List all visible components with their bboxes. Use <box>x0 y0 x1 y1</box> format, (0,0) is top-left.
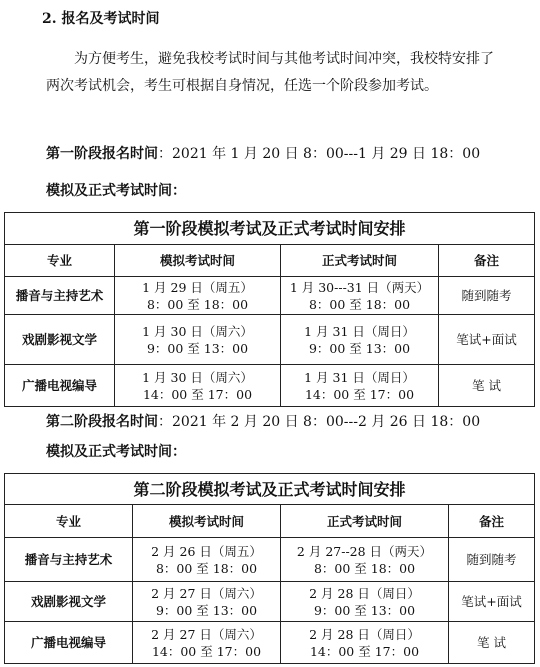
stage1-registration <box>46 144 480 164</box>
stage1-registration-label: 第一阶段报名时间 <box>46 146 158 162</box>
column-header: 专业 <box>5 245 115 277</box>
mock-time-cell: 2 月 27 日（周六） 9：00 至 13：00 <box>133 582 281 622</box>
formal-time-cell: 1 月 31 日（周日） 9：00 至 13：00 <box>281 315 439 365</box>
major-cell: 戏剧影视文学 <box>5 582 133 622</box>
table-title: 第二阶段模拟考试及正式考试时间安排 <box>5 474 535 505</box>
mock-time-cell: 1 月 29 日（周五） 8：00 至 18：00 <box>115 277 281 315</box>
table-row <box>5 315 535 365</box>
table-row <box>5 538 535 582</box>
stage1-schedule-table <box>4 212 535 407</box>
stage2-exam-label: 模拟及正式考试时间： <box>46 444 186 460</box>
table-row <box>5 582 535 622</box>
major-cell: 广播电视编导 <box>5 365 115 407</box>
column-header: 备注 <box>449 505 535 538</box>
note-cell: 笔试+面试 <box>449 582 535 622</box>
note-cell: 随到随考 <box>449 538 535 582</box>
formal-time-cell: 2 月 27--28 日（两天） 8：00 至 18：00 <box>281 538 449 582</box>
mock-time-cell: 1 月 30 日（周六） 14：00 至 17：00 <box>115 365 281 407</box>
column-header: 备注 <box>439 245 535 277</box>
major-cell: 戏剧影视文学 <box>5 315 115 365</box>
mock-time-cell: 2 月 26 日（周五） 8：00 至 18：00 <box>133 538 281 582</box>
column-header: 模拟考试时间 <box>133 505 281 538</box>
table-row <box>5 622 535 664</box>
formal-time-cell: 1 月 30---31 日（两天） 8：00 至 18：00 <box>281 277 439 315</box>
note-cell: 笔 试 <box>439 365 535 407</box>
table-title: 第一阶段模拟考试及正式考试时间安排 <box>5 213 535 245</box>
formal-time-cell: 1 月 31 日（周日） 14：00 至 17：00 <box>281 365 439 407</box>
stage1-registration-value: ：2021 年 1 月 20 日 8：00---1 月 29 日 18：00 <box>158 146 481 162</box>
column-header: 正式考试时间 <box>281 505 449 538</box>
section-heading: 2. 报名及考试时间 <box>42 11 160 27</box>
note-cell: 笔试+面试 <box>439 315 535 365</box>
table-row <box>5 277 535 315</box>
major-cell: 播音与主持艺术 <box>5 538 133 582</box>
note-cell: 笔 试 <box>449 622 535 664</box>
stage2-schedule-table <box>4 473 535 664</box>
stage2-registration-value: ：2021 年 2 月 20 日 8：00---2 月 26 日 18：00 <box>158 414 481 430</box>
formal-time-cell: 2 月 28 日（周日） 14：00 至 17：00 <box>281 622 449 664</box>
mock-time-cell: 1 月 30 日（周六） 9：00 至 13：00 <box>115 315 281 365</box>
major-cell: 播音与主持艺术 <box>5 277 115 315</box>
column-header: 正式考试时间 <box>281 245 439 277</box>
mock-time-cell: 2 月 27 日（周六） 14：00 至 17：00 <box>133 622 281 664</box>
column-header: 模拟考试时间 <box>115 245 281 277</box>
major-cell: 广播电视编导 <box>5 622 133 664</box>
stage2-registration <box>46 412 480 432</box>
column-header: 专业 <box>5 505 133 538</box>
stage2-registration-label: 第二阶段报名时间 <box>46 414 158 430</box>
stage1-exam-label: 模拟及正式考试时间： <box>46 183 186 199</box>
intro-paragraph: 为方便考生，避免我校考试时间与其他考试时间冲突，我校特安排了两次考试机会，考生可根据自身情况，任选一个阶段参加考试。 <box>46 51 494 94</box>
formal-time-cell: 2 月 28 日（周日） 9：00 至 13：00 <box>281 582 449 622</box>
table-row <box>5 365 535 407</box>
note-cell: 随到随考 <box>439 277 535 315</box>
